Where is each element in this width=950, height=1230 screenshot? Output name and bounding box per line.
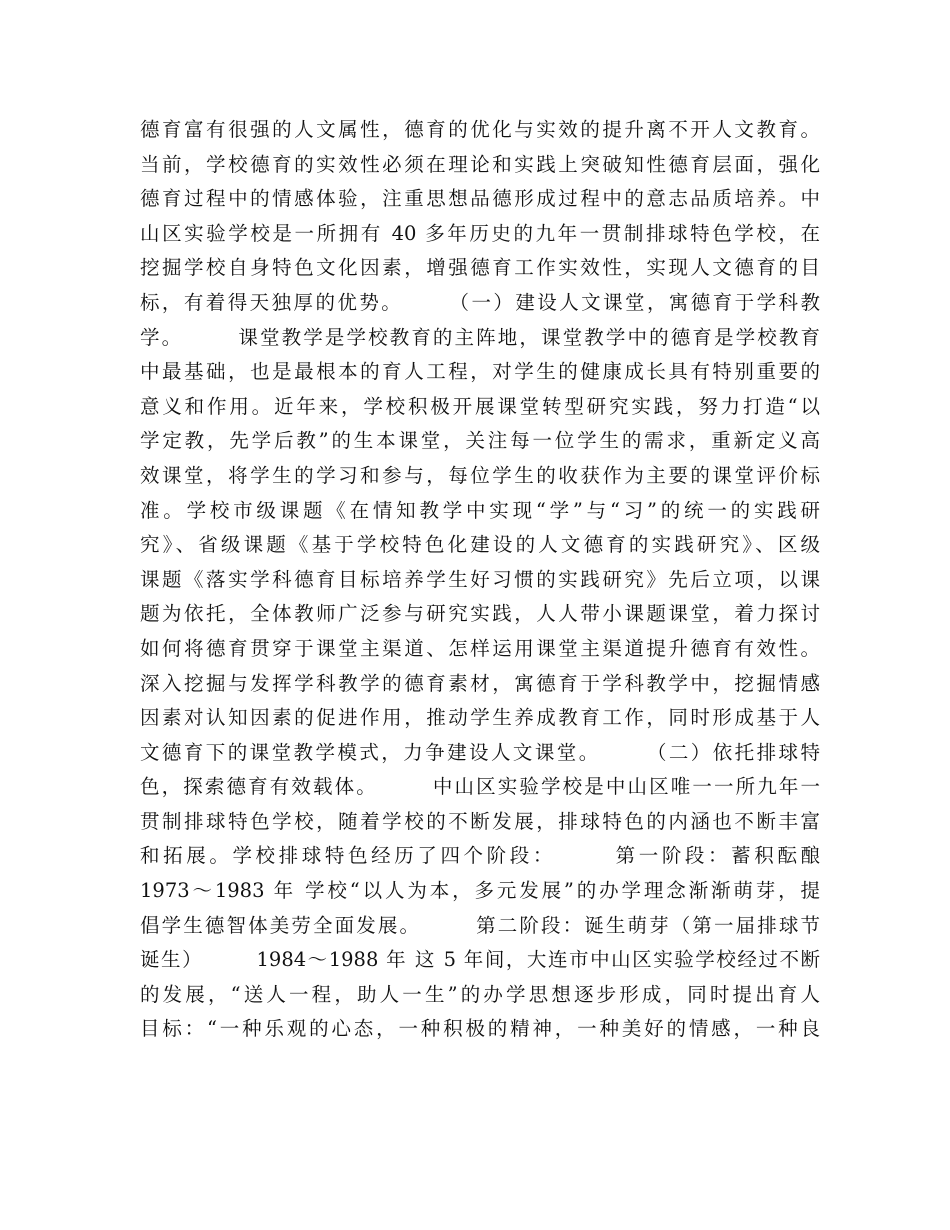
text-line: 效课堂，将学生的学习和参与，每位学生的收获作为主要的课堂评价标 — [140, 463, 820, 487]
text-line: 标，有着得天独厚的优势。 （一）建设人文课堂，寓德育于学科教 — [140, 290, 820, 314]
text-line: 的发展，“送人一程，助人一生”的办学思想逐步形成，同时提出育人 — [140, 982, 820, 1006]
text-line: 意义和作用。近年来，学校积极开展课堂转型研究实践，努力打造“以 — [140, 394, 820, 418]
text-line: 题为依托，全体教师广泛参与研究实践，人人带小课题课堂，着力探讨 — [140, 602, 820, 626]
text-line: 究》、省级课题《基于学校特色化建设的人文德育的实践研究》、区级 — [140, 533, 820, 557]
text-line: 因素对认知因素的促进作用，推动学生养成教育工作，同时形成基于人 — [140, 706, 820, 730]
text-line: 和拓展。学校排球特色经历了四个阶段： 第一阶段：蓄积酝酿 — [140, 844, 820, 868]
text-line: 德育过程中的情感体验，注重思想品德形成过程中的意志品质培养。中 — [140, 187, 820, 211]
text-line: 文德育下的课堂教学模式，力争建设人文课堂。 （二）依托排球特 — [140, 740, 820, 764]
text-line: 倡学生德智体美劳全面发展。 第二阶段：诞生萌芽（第一届排球节 — [140, 913, 820, 937]
text-line: 准。学校市级课题《在情知教学中实现“学”与“习”的统一的实践研 — [140, 498, 820, 522]
text-line: 贯制排球特色学校，随着学校的不断发展，排球特色的内涵也不断丰富 — [140, 809, 820, 833]
text-line: 目标：“一种乐观的心态，一种积极的精神，一种美好的情感，一种良 — [140, 1017, 820, 1041]
text-line: 如何将德育贯穿于课堂主渠道、怎样运用课堂主渠道提升德育有效性。 — [140, 636, 820, 660]
text-line: 课题《落实学科德育目标培养学生好习惯的实践研究》先后立项，以课 — [140, 567, 820, 591]
text-line: 学。 课堂教学是学校教育的主阵地，课堂教学中的德育是学校教育 — [140, 325, 820, 349]
text-line: 诞生） 1984～1988 年 这 5 年间，大连市中山区实验学校经过不断 — [140, 948, 820, 972]
text-line: 山区实验学校是一所拥有 40 多年历史的九年一贯制排球特色学校，在 — [140, 221, 820, 245]
text-line: 深入挖掘与发挥学科教学的德育素材，寓德育于学科教学中，挖掘情感 — [140, 671, 820, 695]
text-line: 挖掘学校自身特色文化因素，增强德育工作实效性，实现人文德育的目 — [140, 256, 820, 280]
document-body — [140, 113, 820, 1047]
text-line: 1973～1983 年 学校“以人为本，多元发展”的办学理念渐渐萌芽，提 — [140, 879, 820, 903]
text-line: 色，探索德育有效载体。 中山区实验学校是中山区唯一一所九年一 — [140, 775, 820, 799]
text-line: 中最基础，也是最根本的育人工程，对学生的健康成长具有特别重要的 — [140, 360, 820, 384]
text-line: 当前，学校德育的实效性必须在理论和实践上突破知性德育层面，强化 — [140, 152, 820, 176]
text-line: 德育富有很强的人文属性，德育的优化与实效的提升离不开人文教育。 — [140, 118, 820, 141]
text-line: 学定教，先学后教”的生本课堂，关注每一位学生的需求，重新定义高 — [140, 429, 820, 453]
